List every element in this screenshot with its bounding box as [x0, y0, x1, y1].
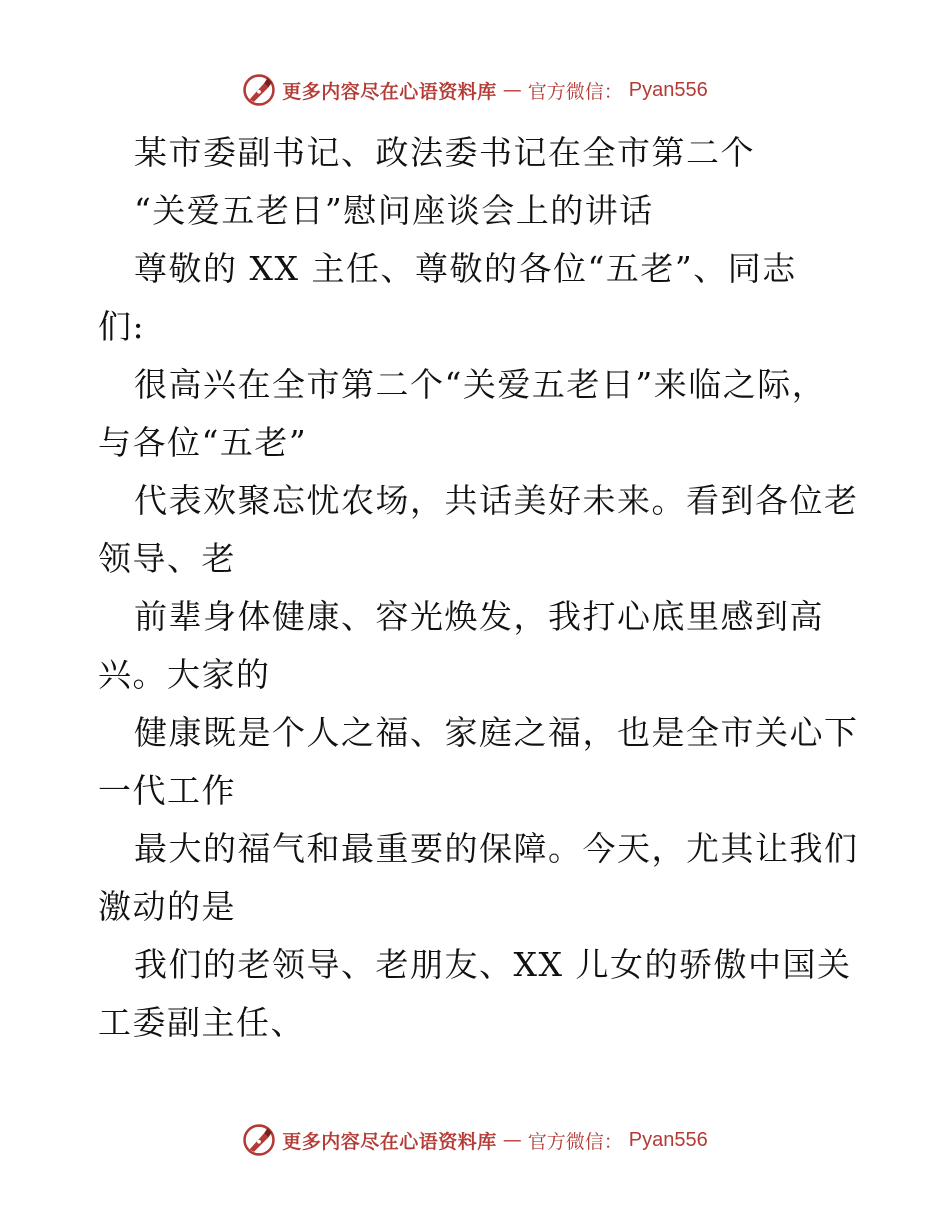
- doc-paragraph-line: 兴。大家的: [98, 655, 271, 694]
- pen-logo-icon: [242, 73, 276, 107]
- banner-separator: —: [502, 79, 522, 101]
- doc-paragraph-line: 工委副主任、: [98, 1003, 305, 1042]
- doc-paragraph-line: 很高兴在全市第二个“关爱五老日”来临之际，: [134, 365, 827, 404]
- doc-paragraph-line: 健康既是个人之福、家庭之福，也是全市关心下: [134, 713, 859, 752]
- doc-title-line-2: “关爱五老日”慰问座谈会上的讲话: [134, 191, 654, 230]
- doc-paragraph-line: 我们的老领导、老朋友、XX 儿女的骄傲中国关: [134, 945, 852, 984]
- doc-paragraph-line: 与各位“五老”: [98, 423, 308, 462]
- banner-wechat-label: 官方微信：: [527, 1130, 623, 1153]
- banner-wechat-id: Pyan556: [628, 78, 708, 101]
- doc-paragraph-line: 尊敬的 XX 主任、尊敬的各位“五老”、同志: [134, 249, 797, 288]
- pen-logo-icon: [242, 1123, 276, 1157]
- banner-wechat-label: 官方微信：: [527, 80, 623, 103]
- banner-wechat-id: Pyan556: [628, 1128, 708, 1151]
- banner-slogan: 更多内容尽在心语资料库: [282, 1130, 497, 1153]
- doc-paragraph-line: 前辈身体健康、容光焕发，我打心底里感到高: [134, 597, 824, 636]
- doc-paragraph-line: 最大的福气和最重要的保障。今天，尤其让我们: [134, 829, 859, 868]
- doc-paragraph-line: 领导、老: [98, 539, 236, 578]
- banner-slogan: 更多内容尽在心语资料库: [282, 80, 497, 103]
- doc-paragraph-line: 激动的是: [98, 887, 236, 926]
- header-banner: [0, 70, 950, 110]
- doc-paragraph-line: 代表欢聚忘忧农场，共话美好未来。看到各位老: [134, 481, 859, 520]
- banner-separator: —: [502, 1129, 522, 1151]
- doc-paragraph-line: 们:: [98, 307, 146, 346]
- doc-title-line-1: 某市委副书记、政法委书记在全市第二个: [134, 133, 755, 172]
- footer-banner: [0, 1120, 950, 1160]
- document-body: [98, 124, 858, 1052]
- doc-paragraph-line: 一代工作: [98, 771, 236, 810]
